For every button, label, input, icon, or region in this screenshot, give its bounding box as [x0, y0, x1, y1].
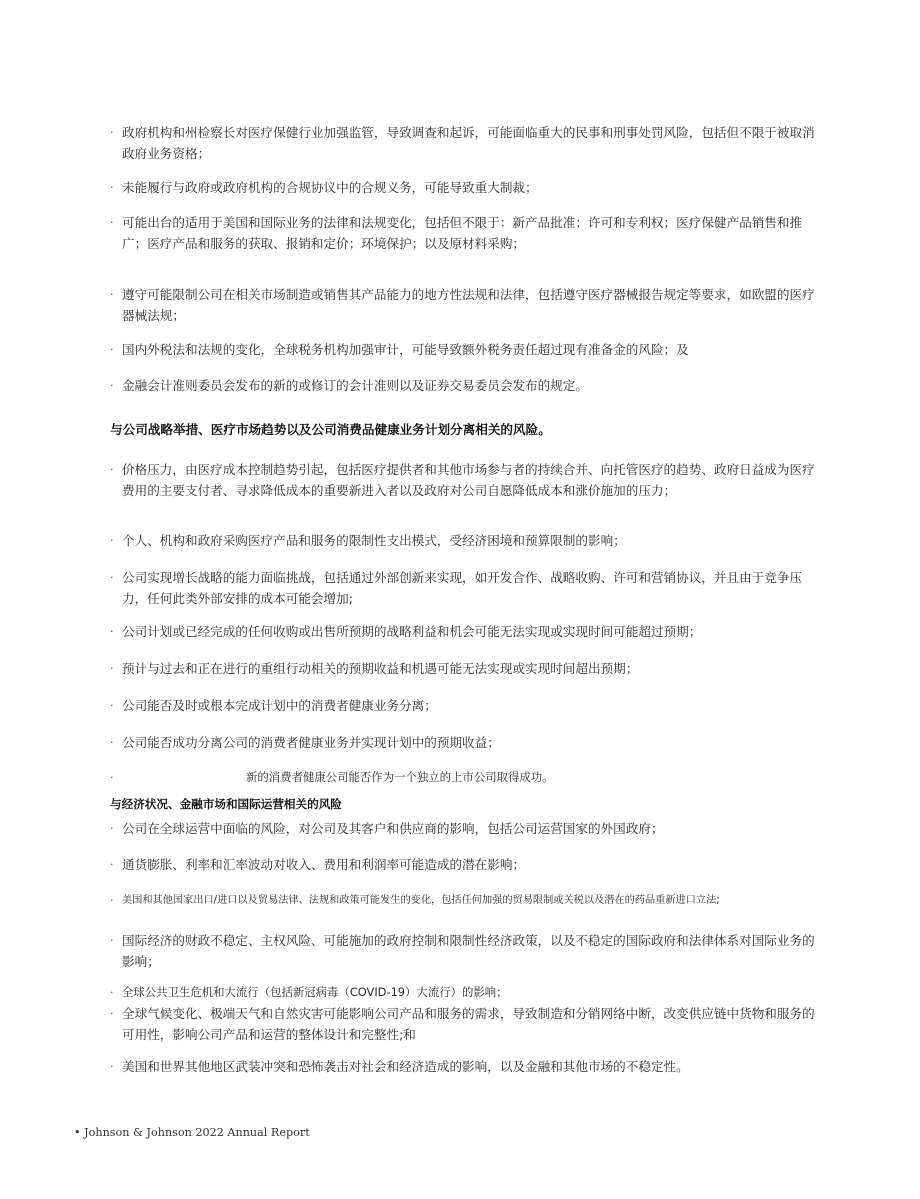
bullet: ·: [110, 771, 114, 784]
list-item-text: 美国和世界其他地区武装冲突和恐怖袭击对社会和经济造成的影响，以及金融和其他市场的不稳定性。: [122, 1059, 689, 1074]
bullet: ·: [110, 894, 114, 907]
list-item: [110, 284, 822, 326]
list-item: [110, 122, 822, 164]
list-item-text: 通货膨胀、利率和汇率波动对收入、费用和利润率可能造成的潜在影响；: [122, 857, 525, 872]
list-item: [110, 930, 822, 972]
bullet: ·: [110, 822, 114, 835]
list-item: [110, 695, 822, 716]
list-item: [110, 983, 822, 1002]
bullet: ·: [110, 463, 114, 476]
list-item: [110, 177, 822, 198]
bullet: ·: [110, 126, 114, 139]
bullet: ·: [110, 216, 114, 229]
list-item-text: 国内外税法和法规的变化，全球税务机构加强审计，可能导致额外税务责任超过现有准备金的风险；及: [122, 342, 689, 357]
list-item-text: 美国和其他国家出口/进口以及贸易法律、法规和政策可能发生的变化，包括任何加强的贸易限制或关税以及潜在的药品重新进口立法;: [122, 895, 720, 906]
list-item-text: 公司计划或已经完成的任何收购或出售所预期的战略利益和机会可能无法实现或实现时间可能超过预期；: [122, 624, 702, 639]
bullet: ·: [110, 858, 114, 871]
list-item-text: 全球公共卫生危机和大流行（包括新冠病毒（COVID-19）大流行）的影响；: [122, 985, 508, 999]
list-item-text: 新的消费者健康公司能否作为一个独立的上市公司取得成功。: [246, 770, 554, 784]
list-item: [110, 621, 822, 642]
bullet: ·: [110, 288, 114, 301]
bullet: ·: [110, 986, 114, 999]
list-item: [110, 567, 822, 609]
list-item: [110, 339, 822, 360]
list-item-text: 国际经济的财政不稳定、主权风险、可能施加的政府控制和限制性经济政策，以及不稳定的国际政府和法律体系对国际业务的影响；: [122, 933, 815, 969]
list-item: [110, 212, 822, 254]
section-heading: 与经济状况、金融市场和国际运营相关的风险: [110, 797, 342, 811]
list-item-text: 未能履行与政府或政府机构的合规协议中的合规义务，可能导致重大制裁；: [122, 180, 538, 195]
list-item: [110, 768, 822, 787]
list-item-text: 公司实现增长战略的能力面临挑战，包括通过外部创新来实现，如开发合作、战略收购、许可和营销协议，并且由于竞争压力，任何此类外部安排的成本可能会增加;: [122, 570, 803, 606]
list-item-text: 预计与过去和正在进行的重组行动相关的预期收益和机遇可能无法实现或实现时间超出预期；: [122, 661, 639, 676]
list-item: [110, 891, 822, 910]
section-heading: 与公司战略举措、医疗市场趋势以及公司消费品健康业务计划分离相关的风险。: [110, 422, 551, 437]
bullet: ·: [110, 571, 114, 584]
list-item: [110, 732, 822, 753]
list-item: [110, 459, 822, 501]
list-item-text: 遵守可能限制公司在相关市场制造或销售其产品能力的地方性法规和法律，包括遵守医疗器械报告规定等要求，如欧盟的医疗器械法规；: [122, 287, 815, 323]
list-item-text: 公司能否成功分离公司的消费者健康业务并实现计划中的预期收益；: [122, 735, 500, 750]
list-item: [110, 1056, 822, 1077]
list-item: [110, 854, 822, 875]
bullet: ·: [110, 181, 114, 194]
bullet: ·: [110, 1060, 114, 1073]
list-item-text: 价格压力，由医疗成本控制趋势引起，包括医疗提供者和其他市场参与者的持续合并、向托管医疗的趋势、政府日益成为医疗费用的主要支付者、寻求降低成本的重要新进入者以及政府对公司自愿降低成本和涨价施加的压力；: [122, 462, 815, 498]
bullet: ·: [110, 934, 114, 947]
bullet: ·: [110, 625, 114, 638]
list-item-text: 个人、机构和政府采购医疗产品和服务的限制性支出模式，受经济困境和预算限制的影响；: [122, 533, 626, 548]
bullet: ·: [110, 736, 114, 749]
list-item: [110, 375, 822, 396]
list-item: [110, 530, 822, 551]
list-item-text: 公司能否及时或根本完成计划中的消费者健康业务分离；: [122, 698, 437, 713]
list-item-text: 全球气候变化、极端天气和自然灾害可能影响公司产品和服务的需求，导致制造和分销网络中断，改变供应链中货物和服务的可用性，影响公司产品和运营的整体设计和完整性;和: [122, 1006, 815, 1042]
bullet: ·: [110, 662, 114, 675]
list-item-text: 金融会计准则委员会发布的新的或修订的会计准则以及证券交易委员会发布的规定。: [122, 378, 588, 393]
bullet: ·: [110, 343, 114, 356]
list-item: [110, 658, 822, 679]
page-footer: • Johnson & Johnson 2022 Annual Report: [74, 1126, 310, 1139]
bullet: ·: [110, 1007, 114, 1020]
bullet: ·: [110, 379, 114, 392]
list-item-text: 公司在全球运营中面临的风险，对公司及其客户和供应商的影响，包括公司运营国家的外国政府；: [122, 821, 664, 836]
list-item: [110, 1003, 822, 1045]
list-item-text: 可能出台的适用于美国和国际业务的法律和法规变化，包括但不限于：新产品批准；许可和专利权；医疗保健产品销售和推广；医疗产品和服务的获取、报销和定价；环境保护；以及原材料采购；: [122, 215, 803, 251]
list-item-text: 政府机构和州检察长对医疗保健行业加强监管，导致调查和起诉，可能面临重大的民事和刑事处罚风险，包括但不限于被取消政府业务资格；: [122, 125, 815, 161]
bullet: ·: [110, 699, 114, 712]
list-item: [110, 818, 822, 839]
bullet: ·: [110, 534, 114, 547]
